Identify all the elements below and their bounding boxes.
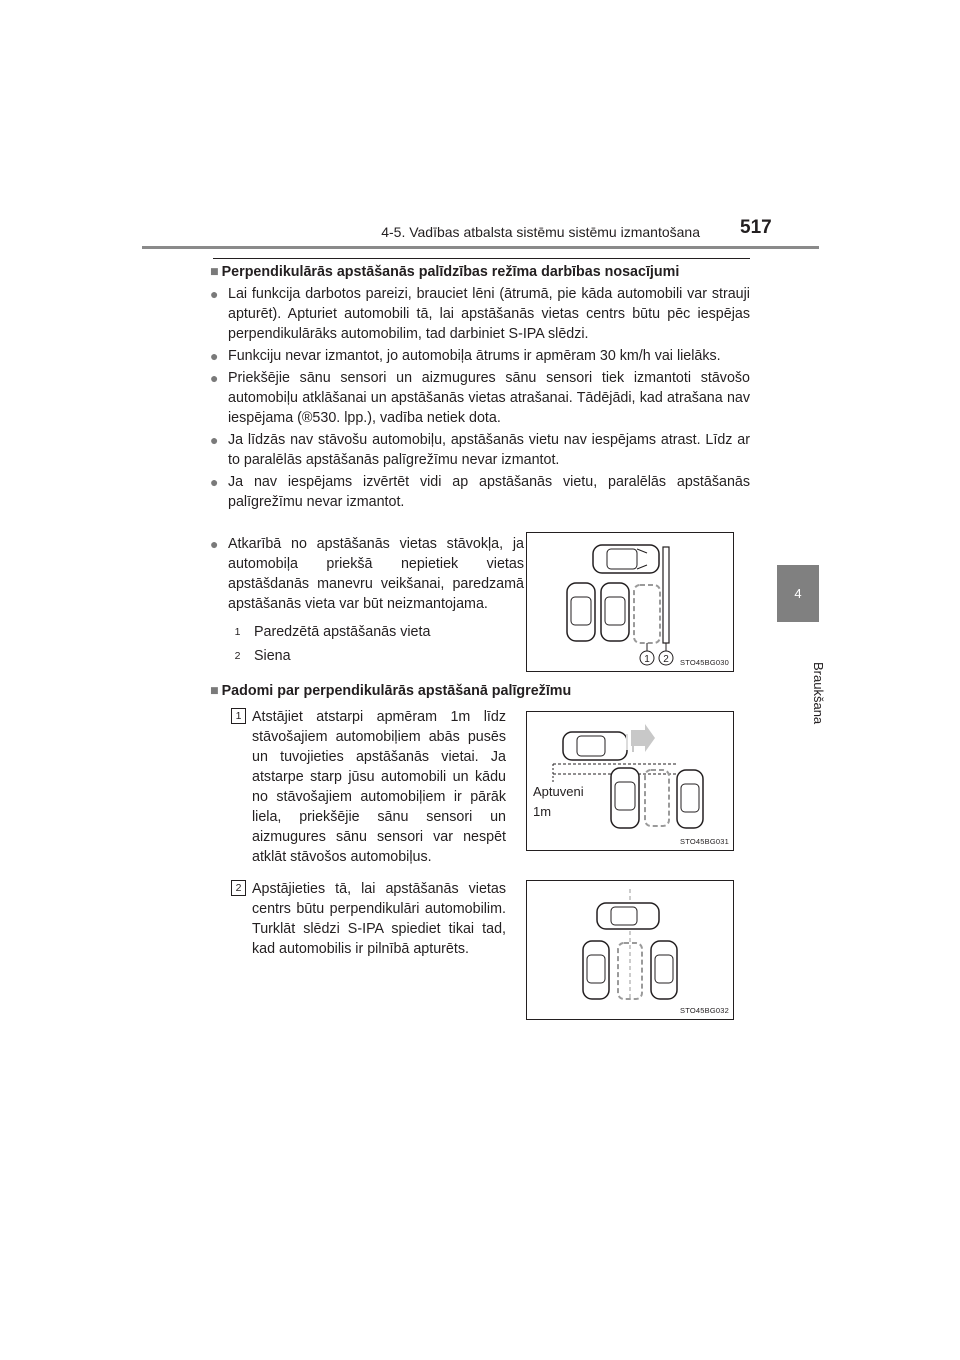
legend-item: 1 Paredzētā apstāšanās vieta bbox=[231, 624, 430, 640]
car-icon bbox=[597, 903, 659, 929]
figure-svg-031 bbox=[527, 712, 733, 850]
square-bullet-icon: ■ bbox=[210, 683, 219, 699]
figure-centered-stop bbox=[526, 880, 734, 1020]
chapter-label: Braukšana bbox=[811, 662, 826, 725]
figure-svg-032 bbox=[527, 881, 733, 1019]
figure-code: STO45BG030 bbox=[680, 658, 729, 667]
figure-spacing bbox=[526, 711, 734, 851]
target-space-outline bbox=[645, 770, 669, 826]
step-number-box: 2 bbox=[231, 879, 246, 897]
car-icon bbox=[583, 941, 609, 999]
list-item: ● Ja līdzās nav stāvošu automobiļu, apstāšanās vietu nav iespējams atrast. Līdz ar to paralēlās apstāšanās palīgrežīmu nevar izmantot. bbox=[210, 432, 750, 468]
figure-code: STO45BG031 bbox=[680, 837, 729, 846]
figure-label: 1m bbox=[533, 804, 552, 819]
callout-number: 2 bbox=[234, 650, 241, 663]
tip-text: Apstājieties tā, lai apstāšanās vietas centrs būtu perpendikulāri automobilim. Turklāt slēdzi S-IPA spiediet tikai tad, kad automobilis ir pilnībā apturēts. bbox=[252, 881, 506, 957]
car-icon bbox=[677, 770, 703, 828]
car-icon bbox=[611, 768, 639, 828]
figure-label: Aptuveni bbox=[533, 784, 584, 799]
list-item: ● Funkciju nevar izmantot, jo automobiļa ātrums ir apmēram 30 km/h vai lielāks. bbox=[210, 348, 721, 364]
dot-bullet-icon: ● bbox=[210, 536, 219, 552]
section-heading: ■ Perpendikulārās apstāšanās palīdzības režīma darbības nosacījumi bbox=[210, 264, 680, 280]
section-operating-conditions bbox=[210, 258, 750, 512]
header-rule bbox=[142, 246, 819, 249]
target-space-outline bbox=[634, 585, 660, 643]
dot-bullet-icon: ● bbox=[210, 474, 219, 490]
car-icon bbox=[567, 583, 595, 641]
callout-number: 1 bbox=[644, 654, 650, 665]
list-item: ● Lai funkcija darbotos pareizi, brauciet lēni (ātrumā, pie kāda automobili var strauji apturēt). Apturiet automobili tā, lai apstāšanās vietas centrs būtu pēc iespējas perpendikulārāks automobilim, tad darbiniet S-IPA slēdzi. bbox=[210, 286, 750, 342]
dot-bullet-icon: ● bbox=[210, 432, 219, 448]
car-icon bbox=[601, 583, 629, 641]
dot-bullet-icon: ● bbox=[210, 348, 219, 364]
chapter-tab: 4 bbox=[777, 565, 819, 622]
car-icon bbox=[593, 545, 659, 573]
legend-item: 2 Siena bbox=[231, 648, 291, 664]
section-rule bbox=[213, 258, 750, 259]
figure-svg-030 bbox=[527, 533, 733, 671]
dot-bullet-icon: ● bbox=[210, 286, 219, 302]
page-number: 517 bbox=[740, 217, 772, 238]
square-bullet-icon: ■ bbox=[210, 264, 219, 280]
figure-parking-space bbox=[526, 532, 734, 672]
step-number-box: 1 bbox=[231, 707, 246, 725]
car-icon bbox=[651, 941, 677, 999]
direction-arrow-icon bbox=[631, 724, 655, 752]
list-item: ● Atkarībā no apstāšanās vietas stāvokļa, ja automobiļa priekšā nepietiek vietas apstāšdanās manevru veikšanai, paredzamā apstāšanās vieta var būt neizmantojama. bbox=[210, 536, 524, 612]
tip-text: Atstājiet atstarpi apmēram 1m līdz stāvošajiem automobiļiem abās pusēs un tuvojieties apstāšanās vietai. Ja atstarpe starp jūsu automobili un kādu no stāvošajiem automobiļiem ir pārāk liela, priekšējie sānu sensori un aizmugures sānu sensori var nespēt atklāt stāvošos automobiļus. bbox=[252, 709, 506, 865]
car-icon bbox=[563, 732, 627, 760]
callout-number: 1 bbox=[234, 626, 241, 639]
list-item: ● Priekšējie sānu sensori un aizmugures sānu sensori tiek izmantoti stāvošo automobiļu atklāšanai un apstāšanās vietas atrašanai. Tādējādi, kad atrašana nav iespējama (®530. lpp.), vadība netiek dota. bbox=[210, 370, 750, 426]
figure-code: STO45BG032 bbox=[680, 1006, 729, 1015]
section-heading: ■ Padomi par perpendikulārās apstāšanā palīgrežīmu bbox=[210, 683, 572, 699]
list-item: ● Ja nav iespējams izvērtēt vidi ap apstāšanās vietu, paralēlās apstāšanās palīgrežīmu nevar izmantot. bbox=[210, 474, 750, 510]
callout-number: 2 bbox=[663, 654, 669, 665]
wall-shape bbox=[663, 547, 669, 643]
running-header: 4-5. Vadības atbalsta sistēmu sistēmu izmantošana bbox=[381, 224, 700, 240]
dot-bullet-icon: ● bbox=[210, 370, 219, 386]
